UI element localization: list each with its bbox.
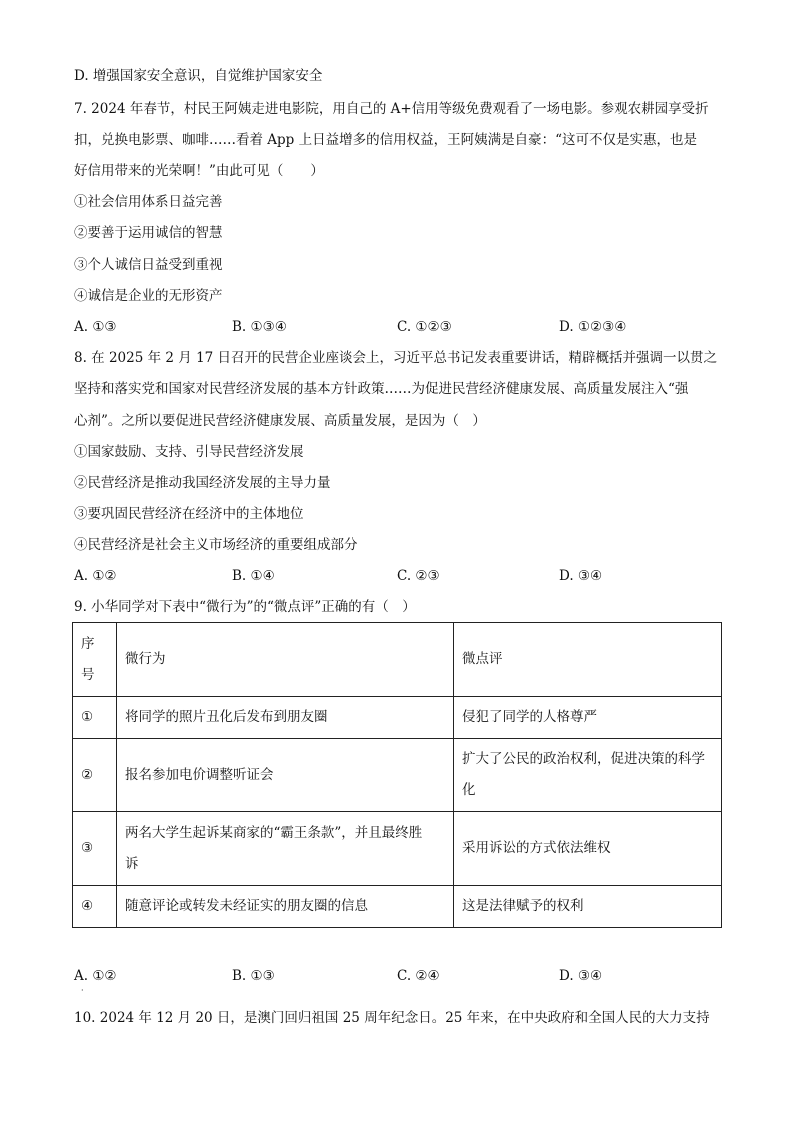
row-number: ② (73, 739, 117, 812)
q9-option-d: D. ③④ (559, 968, 603, 984)
q8-stem-line-3: 心剂”。之所以要促进民营经济健康发展、高质量发展，是因为（ ） (74, 413, 486, 429)
q8-statement-4: ④民营经济是社会主义市场经济的重要组成部分 (74, 537, 358, 553)
row-comment: 侵犯了同学的人格尊严 (454, 697, 722, 739)
q7-options (74, 318, 714, 336)
q9-option-c: C. ②④ (397, 968, 440, 984)
q9-stem: 9. 小华同学对下表中“微行为”的“微点评”正确的有（ ） (74, 599, 416, 615)
row-behavior: 将同学的照片丑化后发布到朋友圈 (117, 697, 454, 739)
q9-option-a: A. ①② (74, 968, 117, 984)
q7-stem-line-1: 7. 2024 年春节，村民王阿姨走进电影院，用自己的 A+信用等级免费观看了一场电影。参观农耕园享受折 (74, 101, 709, 117)
q7-option-a: A. ①③ (74, 319, 117, 335)
row-number: ① (73, 697, 117, 739)
q8-statement-3: ③要巩固民营经济在经济中的主体地位 (74, 506, 304, 522)
q8-option-a: A. ①② (74, 568, 117, 584)
q10-stem-line-1: 10. 2024 年 12 月 20 日，是澳门回归祖国 25 周年纪念日。25 年来，在中央政府和全国人民的大力支持 (74, 1010, 710, 1026)
q7-statement-2: ②要善于运用诚信的智慧 (74, 225, 223, 241)
header-behavior: 微行为 (117, 623, 454, 697)
header-number-text: 序 号 (81, 635, 95, 683)
table-row (73, 739, 722, 812)
q8-options (74, 567, 714, 585)
row-behavior: 随意评论或转发未经证实的朋友圈的信息 (117, 886, 454, 928)
q8-stem-line-1: 8. 在 2025 年 2 月 17 日召开的民营企业座谈会上，习近平总书记发表重要讲话，精辟概括并强调一以贯之 (74, 350, 718, 366)
q7-statement-3: ③个人诚信日益受到重视 (74, 257, 223, 273)
q6-option-d: D. 增强国家安全意识，自觉维护国家安全 (74, 68, 323, 84)
q7-statement-4: ④诚信是企业的无形资产 (74, 288, 223, 304)
q8-option-b: B. ①④ (232, 568, 275, 584)
row-behavior-text: 两名大学生起诉某商家的“霸王条款”，并且最终胜 诉 (125, 824, 423, 872)
q7-option-b: B. ①③④ (232, 319, 287, 335)
table-row (73, 697, 722, 739)
row-number: ④ (73, 886, 117, 928)
row-behavior (117, 812, 454, 886)
table-row (73, 886, 722, 928)
q9-options (74, 967, 714, 985)
stray-dot: · (81, 986, 84, 995)
row-comment-text: 扩大了公民的政治权利，促进决策的科学 化 (462, 751, 705, 798)
q9-table (72, 622, 722, 928)
table-header-row (73, 623, 722, 697)
table-row (73, 812, 722, 886)
row-comment: 采用诉讼的方式依法维权 (454, 812, 722, 886)
row-comment: 这是法律赋予的权利 (454, 886, 722, 928)
header-comment: 微点评 (454, 623, 722, 697)
q7-stem-line-3: 好信用带来的光荣啊！”由此可见（ ） (74, 163, 324, 179)
row-number: ③ (73, 812, 117, 886)
q7-option-d: D. ①②③④ (559, 319, 627, 335)
q7-option-c: C. ①②③ (397, 319, 452, 335)
q8-statement-2: ②民营经济是推动我国经济发展的主导力量 (74, 475, 331, 491)
q8-option-c: C. ②③ (397, 568, 440, 584)
q7-stem-line-2: 扣，兑换电影票、咖啡……看着 App 上日益增多的信用权益，王阿姨满是自豪：“这可不仅是实惠，也是 (74, 132, 698, 148)
q8-stem-line-2: 坚持和落实党和国家对民营经济发展的基本方针政策……为促进民营经济健康发展、高质量发展注入“强 (74, 381, 689, 397)
q8-statement-1: ①国家鼓励、支持、引导民营经济发展 (74, 444, 304, 460)
q7-statement-1: ①社会信用体系日益完善 (74, 194, 223, 210)
row-comment (454, 739, 722, 812)
q9-option-b: B. ①③ (232, 968, 275, 984)
q8-option-d: D. ③④ (559, 568, 603, 584)
row-behavior: 报名参加电价调整听证会 (117, 739, 454, 812)
header-number (73, 623, 117, 697)
